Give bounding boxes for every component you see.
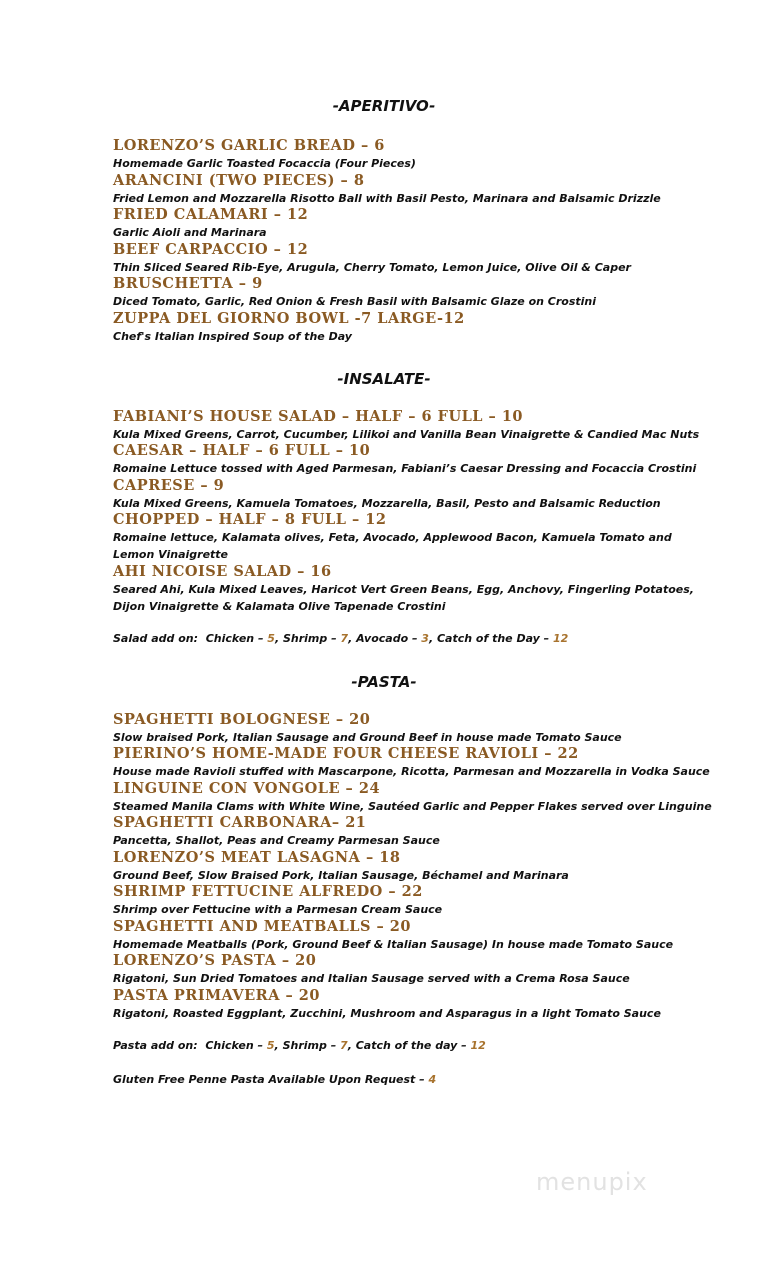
gluten-free-note: [113, 1071, 713, 1088]
item-name: PIERINO’S HOME-MADE FOUR CHEESE RAVIOLI – 22: [113, 745, 579, 762]
item-name: CAPRESE – 9: [113, 477, 225, 494]
menu-item: [113, 918, 713, 953]
menu-item: [113, 849, 713, 884]
addon-sep: ,: [274, 632, 280, 645]
addon-item: Chicken –: [205, 632, 268, 645]
item-name: CAESAR – HALF – 6 FULL – 10: [113, 442, 371, 459]
item-name: ARANCINI (TWO PIECES) – 8: [113, 172, 365, 189]
addon-item: Shrimp –: [282, 1039, 341, 1052]
addon-price: 12: [553, 632, 569, 645]
addon-price: 3: [421, 632, 429, 645]
addon-sep: ,: [348, 632, 353, 645]
menu-item: [113, 745, 713, 780]
addon-sep: ,: [274, 1039, 279, 1052]
item-name: SPAGHETTI BOLOGNESE – 20: [113, 711, 371, 728]
item-description: Rigatoni, Roasted Eggplant, Zucchini, Mushroom and Asparagus in a light Tomato Sauce: [113, 1007, 661, 1020]
addon-item: Shrimp –: [282, 632, 341, 645]
menu-item: [113, 275, 713, 310]
item-description: Garlic Aioli and Marinara: [113, 226, 267, 239]
item-description: Pancetta, Shallot, Peas and Creamy Parmesan Sauce: [113, 834, 440, 847]
item-description: Steamed Manila Clams with White Wine, Sautéed Garlic and Pepper Flakes served over Linguine: [113, 800, 712, 813]
menu-item: [113, 241, 713, 276]
item-name: PASTA PRIMAVERA – 20: [113, 987, 320, 1004]
item-description: Rigatoni, Sun Dried Tomatoes and Italian Sausage served with a Crema Rosa Sauce: [113, 972, 630, 985]
item-name: FRIED CALAMARI – 12: [113, 206, 309, 223]
item-name: LORENZO’S GARLIC BREAD – 6: [113, 137, 385, 154]
section-title-aperitivo: -APERITIVO-: [332, 97, 436, 115]
item-name: AHI NICOISE SALAD – 16: [113, 563, 332, 580]
menu-item: [113, 563, 713, 615]
item-description: Diced Tomato, Garlic, Red Onion & Fresh Basil with Balsamic Glaze on Crostini: [113, 295, 597, 308]
item-description: Homemade Meatballs (Pork, Ground Beef & Italian Sausage) In house made Tomato Sauce: [113, 938, 674, 951]
section-title-insalate: -INSALATE-: [337, 370, 431, 388]
menu-item: [113, 814, 713, 849]
item-description: House made Ravioli stuffed with Mascarpone, Ricotta, Parmesan and Mozzarella in Vodka Sauce: [113, 765, 710, 778]
menu-item: [113, 310, 713, 345]
menu-item: [113, 408, 713, 443]
addon-price: 7: [340, 1039, 348, 1052]
item-description: Kula Mixed Greens, Kamuela Tomatoes, Mozzarella, Basil, Pesto and Balsamic Reduction: [113, 497, 661, 510]
watermark-logo: menupix: [536, 1168, 648, 1196]
addon-item: Avocado –: [356, 632, 422, 645]
item-description: Chef's Italian Inspired Soup of the Day: [113, 330, 352, 343]
menu-item: [113, 206, 713, 241]
addon-label: Pasta add on:: [113, 1039, 198, 1052]
item-description: Shrimp over Fettucine with a Parmesan Cream Sauce: [113, 903, 443, 916]
item-name: ZUPPA DEL GIORNO BOWL -7 LARGE-12: [113, 310, 465, 327]
item-name: SPAGHETTI AND MEATBALLS – 20: [113, 918, 411, 935]
addon-item: Chicken –: [205, 1039, 267, 1052]
item-name: SPAGHETTI CARBONARA– 21: [113, 814, 367, 831]
addon-item: Catch of the Day –: [436, 632, 554, 645]
item-description: Fried Lemon and Mozzarella Risotto Ball with Basil Pesto, Marinara and Balsamic Drizzle: [113, 192, 661, 205]
item-description: Thin Sliced Seared Rib-Eye, Arugula, Cherry Tomato, Lemon Juice, Olive Oil & Caper: [113, 261, 631, 274]
menu-item: [113, 137, 713, 172]
item-name: LORENZO’S PASTA – 20: [113, 952, 317, 969]
menu-item: [113, 511, 713, 563]
menu-item: [113, 987, 713, 1022]
item-description: Homemade Garlic Toasted Focaccia (Four Pieces): [113, 157, 416, 170]
item-description: Seared Ahi, Kula Mixed Leaves, Haricot Vert Green Beans, Egg, Anchovy, Fingerling Potatoes, Dijon Vinaigrette & Kalamata Olive Tapenade Crostini: [113, 583, 694, 613]
note-text: Gluten Free Penne Pasta Available Upon Request –: [113, 1073, 429, 1086]
menu-item: [113, 952, 713, 987]
item-name: LORENZO’S MEAT LASAGNA – 18: [113, 849, 401, 866]
menu-item: [113, 172, 713, 207]
section-title-pasta: -PASTA-: [351, 673, 417, 691]
item-name: FABIANI’S HOUSE SALAD – HALF – 6 FULL – 10: [113, 408, 524, 425]
menu-item: [113, 711, 713, 746]
addon-sep: ,: [347, 1039, 352, 1052]
item-name: LINGUINE CON VONGOLE – 24: [113, 780, 381, 797]
menu-item: [113, 442, 713, 477]
menu-item: [113, 477, 713, 512]
menu-item: [113, 883, 713, 918]
item-description: Slow braised Pork, Italian Sausage and Ground Beef in house made Tomato Sauce: [113, 731, 622, 744]
item-description: Ground Beef, Slow Braised Pork, Italian Sausage, Béchamel and Marinara: [113, 869, 569, 882]
addon-price: 5: [267, 632, 275, 645]
item-name: CHOPPED – HALF – 8 FULL – 12: [113, 511, 387, 528]
note-price: 4: [428, 1073, 437, 1086]
addon-price: 12: [470, 1039, 486, 1052]
addon-sep: ,: [428, 632, 434, 645]
item-description: Romaine lettuce, Kalamata olives, Feta, Avocado, Applewood Bacon, Kamuela Tomato and Lemon Vinaigrette: [113, 531, 672, 561]
menu-item: [113, 780, 713, 815]
item-name: SHRIMP FETTUCINE ALFREDO – 22: [113, 883, 423, 900]
item-name: BRUSCHETTA – 9: [113, 275, 263, 292]
addon-price: 5: [266, 1039, 275, 1052]
item-description: Kula Mixed Greens, Carrot, Cucumber, Lilikoi and Vanilla Bean Vinaigrette & Candied Mac Nuts: [113, 428, 700, 441]
addon-price: 7: [340, 632, 349, 645]
salad-add-on: [113, 630, 713, 647]
pasta-add-on: [113, 1037, 713, 1054]
item-description: Romaine Lettuce tossed with Aged Parmesan, Fabiani’s Caesar Dressing and Focaccia Crostini: [113, 462, 697, 475]
addon-label: Salad add on:: [113, 632, 199, 645]
addon-item: Catch of the day –: [355, 1039, 471, 1052]
item-name: BEEF CARPACCIO – 12: [113, 241, 309, 258]
